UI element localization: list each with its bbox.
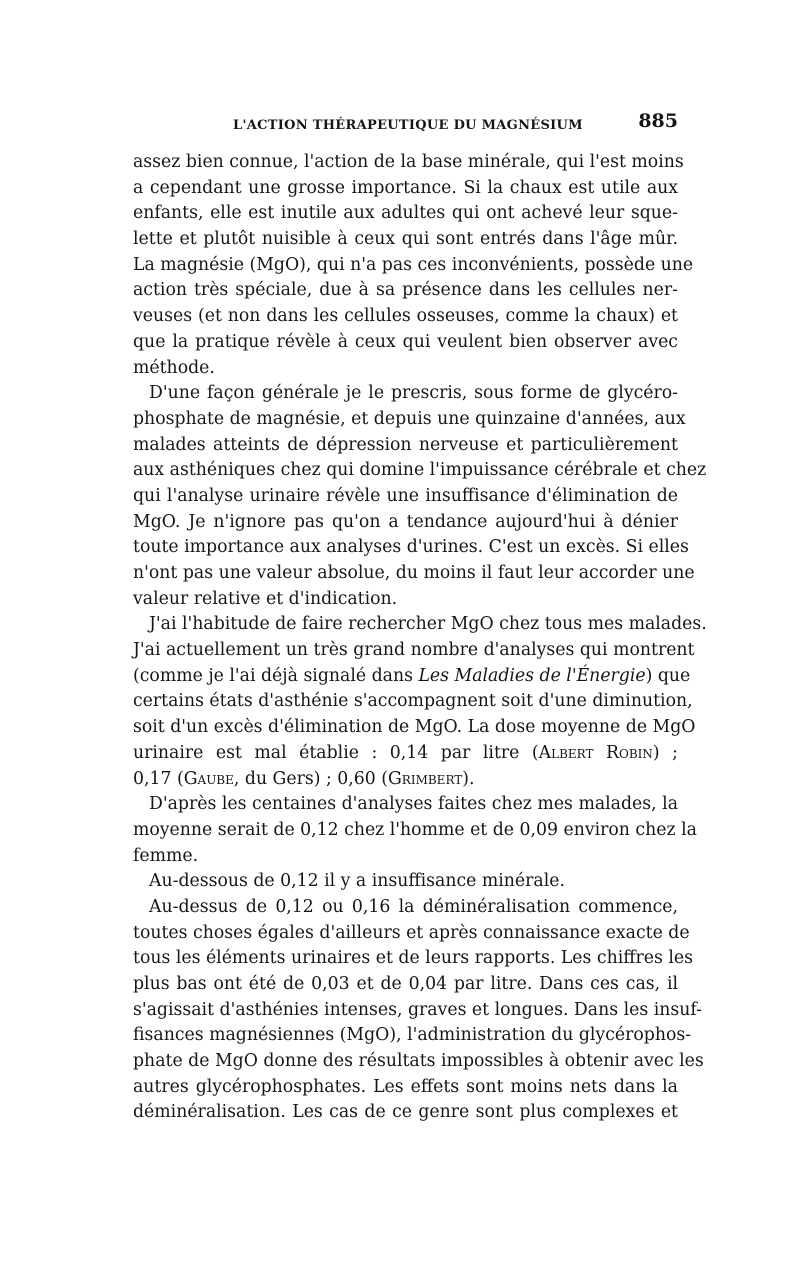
text-line: assez bien connue, l'action de la base minérale, qui l'est moins: [133, 152, 684, 172]
author-name: Albert Robin: [538, 742, 653, 763]
text-line: que la pratique révèle à ceux qui veulent bien observer avec: [133, 331, 678, 352]
text-line: toute importance aux analyses d'urines. C'est un excès. Si elles: [133, 537, 689, 558]
author-name: Grimbert: [388, 768, 463, 789]
text-line: femme.: [133, 845, 199, 866]
text-line: [133, 664, 691, 690]
body-text: [133, 150, 707, 1126]
text-line: valeur relative et d'indication.: [133, 588, 398, 609]
text-line: MgO. Je n'ignore pas qu'on a tendance aujourd'hui à dénier: [133, 511, 678, 532]
text-line: autres glycérophosphates. Les effets sont moins nets dans la: [133, 1076, 678, 1097]
text-line: enfants, elle est inutile aux adultes qui ont achevé leur sque-: [133, 203, 678, 224]
text-line: veuses (et non dans les cellules osseuses, comme la chaux) et: [133, 306, 678, 327]
page-number: 885: [638, 110, 678, 132]
text-line: [133, 741, 678, 767]
text-line: certains états d'asthénie s'accompagnent soit d'une diminution,: [133, 691, 693, 712]
text-segment: ) ;: [652, 742, 678, 763]
author-name: Gaube: [183, 768, 234, 789]
text-line: malades atteints de dépression nerveuse et particulièrement: [133, 434, 678, 455]
running-header: [133, 110, 678, 144]
text-segment: , du Gers) ; 0,60 (: [233, 768, 388, 789]
text-line: phate de MgO donne des résultats impossibles à obtenir avec les: [133, 1051, 704, 1072]
text-line: J'ai l'habitude de faire rechercher MgO chez tous mes malades.: [149, 614, 707, 635]
text-line: moyenne serait de 0,12 chez l'homme et de 0,09 environ chez la: [133, 819, 697, 840]
text-segment: ).: [462, 768, 475, 789]
text-line: n'ont pas une valeur absolue, du moins il faut leur accorder une: [133, 563, 695, 583]
text-line: fisances magnésiennes (MgO), l'administration du glycérophos-: [133, 1025, 692, 1046]
text-line: s'agissait d'asthénies intenses, graves et longues. Dans les insuf-: [133, 999, 702, 1020]
text-line: plus bas ont été de 0,03 et de 0,04 par litre. Dans ces cas, il: [133, 974, 678, 994]
text-line: [133, 767, 678, 793]
text-line: phosphate de magnésie, et depuis une quinzaine d'années, aux: [133, 408, 686, 429]
text-segment: (comme je l'ai déjà signalé dans: [133, 665, 419, 686]
text-line: action très spéciale, due à sa présence dans les cellules ner-: [133, 280, 678, 301]
text-line: Au-dessus de 0,12 ou 0,16 la déminéralisation commence,: [149, 896, 678, 917]
text-line: Au-dessous de 0,12 il y a insuffisance minérale.: [149, 871, 565, 892]
text-line: déminéralisation. Les cas de ce genre sont plus complexes et: [133, 1102, 678, 1123]
text-line: méthode.: [133, 357, 215, 378]
text-line: D'après les centaines d'analyses faites chez mes malades, la: [149, 794, 678, 815]
book-title: Les Maladies de l'Énergie: [418, 665, 646, 686]
text-line: D'une façon générale je le prescris, sous forme de glycéro-: [149, 383, 678, 404]
text-line: a cependant une grosse importance. Si la chaux est utile aux: [133, 177, 678, 198]
text-line: toutes choses égales d'ailleurs et après connaissance exacte de: [133, 922, 690, 943]
text-line: aux asthéniques chez qui domine l'impuissance cérébrale et chez: [133, 460, 707, 481]
text-line: qui l'analyse urinaire révèle une insuffisance d'élimination de: [133, 485, 678, 506]
text-line: La magnésie (MgO), qui n'a pas ces inconvénients, possède une: [133, 254, 694, 275]
text-line: tous les éléments urinaires et de leurs rapports. Les chiffres les: [133, 948, 693, 969]
text-segment: 0,17 (: [133, 768, 184, 789]
text-line: lette et plutôt nuisible à ceux qui sont entrés dans l'âge mûr.: [133, 229, 678, 250]
text-segment: urinaire est mal établie : 0,14 par litre (: [133, 742, 539, 763]
text-line: J'ai actuellement un très grand nombre d'analyses qui montrent: [133, 640, 695, 661]
running-head: L'ACTION THÉRAPEUTIQUE DU MAGNÉSIUM: [233, 118, 583, 133]
text-segment: ) que: [645, 665, 691, 686]
text-line: soit d'un excès d'élimination de MgO. La dose moyenne de MgO: [133, 717, 696, 738]
